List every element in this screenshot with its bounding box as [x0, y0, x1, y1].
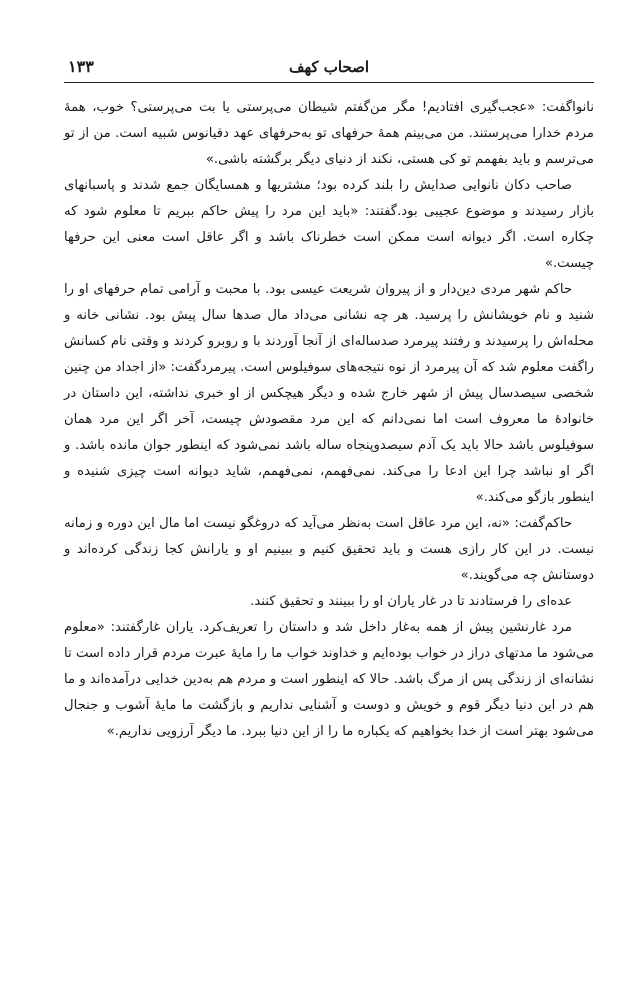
paragraph-5: عده‌ای را فرستادند تا در غار یاران او را ببینند و تحقیق کنند. — [250, 594, 572, 609]
chapter-title: اصحاب کهف — [288, 58, 370, 76]
running-header — [64, 48, 594, 83]
paragraph-3: حاکم شهر مردی دین‌دار و از پیروان شریعت عیسی بود. با محبت و آرامی تمام حرفهای او را شنید و نام خویشانش را پرسید. هر چه نشانی می‌داد مال صدها سال پیش بود. نشانی خانه و محله‌اش را پرسیدند و رفتند پیرمرد صدساله‌ای از آنجا آوردند با و روبرو کردند و وقتی نام کسانش راگفت معلوم شد که آن پیرمرد از نوه نتیجه‌های سوفیلوس است. پیرمردگفت: «از اجداد من چنین شخصی سیصدسال پیش از شهر خارج شده و دیگر هیچکس از او خبری نداشته، این داستان در خانوادهٔ ما معروف است اما نمی‌دانم که این مرد مقصودش چیست، آخر اگر این مرد همان سوفیلوس باشد حالا باید یک آدم سیصدوپنجاه ساله باشد نمی‌شود که اینطور جوان مانده باشد. و اگر او نباشد چرا این ادعا را می‌کند. نمی‌فهمم، نمی‌فهمم، شاید دیوانه است چیزی شنیده و اینطور بازگو می‌کند.» — [64, 282, 594, 505]
page-number: ۱۳۳ — [68, 57, 94, 76]
paragraph-1: نانواگفت: «عجب‌گیری افتادیم! مگر من‌گفتم شیطان می‌پرستی یا بت می‌پرستی؟ خوب، همهٔ مردم خدارا می‌پرستند. من می‌بینم همهٔ حرفهای تو به‌حرفهای عهد دقیانوس شبیه است. من از تو می‌ترسم و باید بفهمم تو کی هستی، نکند از دنیای دیگر برگشته باشی.» — [64, 100, 594, 167]
paragraph-6: مرد غارنشین پیش از همه به‌غار داخل شد و داستان را تعریف‌کرد. یاران غارگفتند: «معلوم می‌شود ما مدتهای دراز در خواب بوده‌ایم و خداوند خواب ما را مایهٔ عبرت مردم قرار داده است تا نشانه‌ای از زندگی پس از مرگ باشد. حالا که اینطور است و مردم هم به‌دین خدایی درآمده‌اند و ما هم در این دنیا دیگر قوم و خویش و دوست و آشنایی نداریم و بازگشت ما مایهٔ آشوب و جنجال می‌شود بهتر است از خدا بخواهیم که یکباره ما را از این دنیا ببرد. ما دیگر آرزویی نداریم.» — [64, 620, 594, 739]
paragraph-2: صاحب دکان نانوایی صدایش را بلند کرده بود؛ مشتریها و همسایگان جمع شدند و پاسبانهای بازار رسیدند و موضوع عجیبی بود.گفتند: «باید این مرد را پیش حاکم ببریم تا معلوم شود که چکاره است. اگر دیوانه است ممکن است خطرناک باشد و اگر عاقل است معنی این حرفها چیست.» — [64, 178, 594, 271]
book-page — [64, 48, 594, 745]
body-text — [64, 95, 594, 745]
paragraph-4: حاکم‌گفت: «نه، این مرد عاقل است به‌نظر می‌آید که دروغگو نیست اما مال این دوره و زمانه نیست. در این کار رازی هست و باید تحقیق کنیم و ببینیم او و یارانش کجا زندگی کرده‌اند و دوستانش چه می‌گویند.» — [64, 516, 594, 583]
